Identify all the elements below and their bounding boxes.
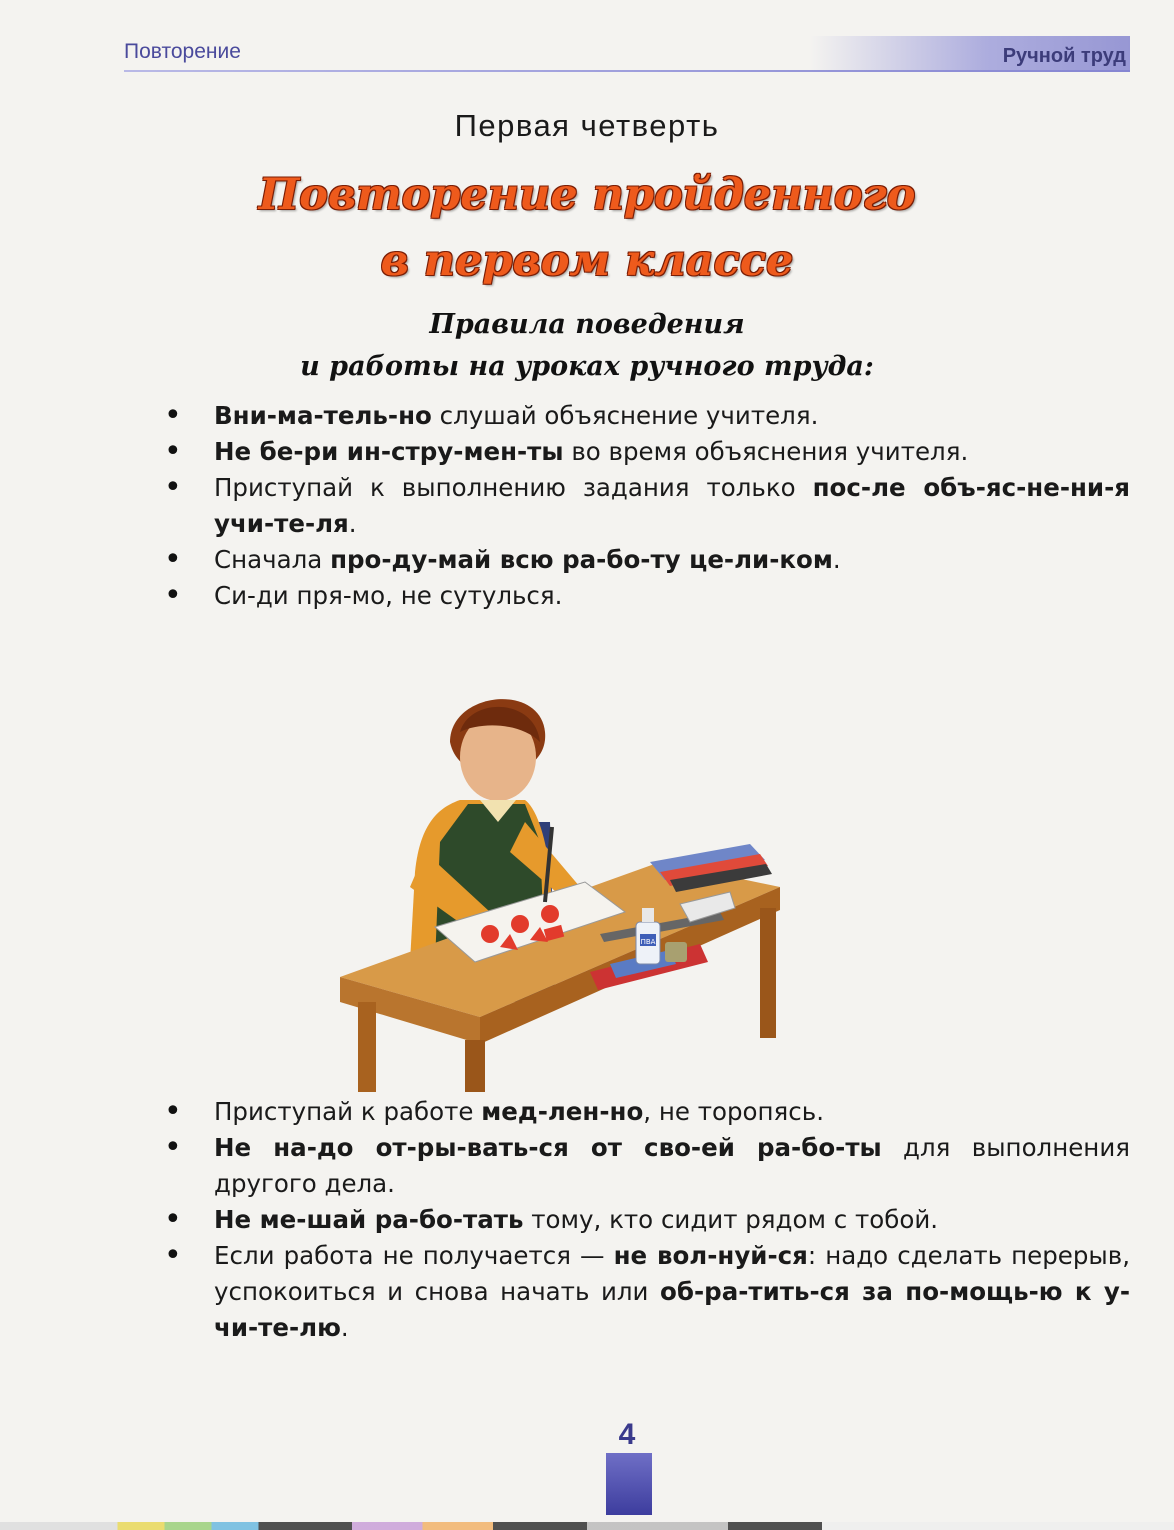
rule-text: Если работа не получается — bbox=[214, 1241, 614, 1270]
rule-item bbox=[162, 542, 1130, 578]
lesson-title-line-2: в первом классе bbox=[380, 236, 794, 286]
rule-item bbox=[162, 470, 1130, 542]
rule-bold: Не на-до от-ры-вать-ся от сво-ей ра-бо-ты bbox=[214, 1133, 882, 1162]
boy-at-desk-illustration bbox=[340, 672, 780, 1092]
lesson-title bbox=[0, 162, 1174, 294]
page-header bbox=[0, 30, 1174, 78]
rule-text: тому, кто сидит рядом с тобой. bbox=[523, 1205, 939, 1234]
rule-bold: Не ме-шай ра-бо-тать bbox=[214, 1205, 524, 1234]
rule-bold: не вол-нуй-ся bbox=[613, 1241, 808, 1270]
rule-item bbox=[162, 1130, 1130, 1202]
header-rule bbox=[124, 70, 1130, 72]
rules-heading bbox=[0, 304, 1174, 388]
quarter-heading: Первая четверть bbox=[454, 108, 720, 143]
rule-bold: мед-лен-но bbox=[481, 1097, 644, 1126]
rule-item bbox=[162, 578, 1130, 614]
rule-text: Приступай к выполнению задания только bbox=[214, 473, 813, 502]
rule-text: : надо сделать перерыв, успокоиться и снова начать или bbox=[214, 1241, 1130, 1306]
print-color-strip bbox=[0, 1522, 1174, 1530]
rule-bold: об-ра-тить-ся за по-мощь-ю к у-чи-те-лю bbox=[214, 1277, 1130, 1342]
rule-text: , не торопясь. bbox=[643, 1097, 824, 1126]
rule-text: Си-ди пря-мо, не сутулься. bbox=[214, 581, 563, 610]
rule-item bbox=[162, 1202, 1130, 1238]
page-number: 4 bbox=[618, 1418, 636, 1451]
book-title-tab bbox=[810, 36, 1130, 70]
rule-item bbox=[162, 434, 1130, 470]
rules-heading-line-1: Правила поведения bbox=[429, 309, 745, 340]
rule-item bbox=[162, 398, 1130, 434]
rules-heading-line-2: и работы на уроках ручного труда: bbox=[300, 351, 874, 382]
rule-text: . bbox=[340, 1313, 349, 1342]
page-number-tab bbox=[606, 1453, 652, 1515]
rule-text: для выполнения другого дела. bbox=[214, 1133, 1130, 1198]
book-title: Ручной труд bbox=[1002, 45, 1126, 67]
rule-item bbox=[162, 1238, 1130, 1346]
rule-bold: Не бе-ри ин-стру-мен-ты bbox=[214, 437, 564, 466]
lesson-title-line-1: Повторение пройденного bbox=[258, 170, 916, 220]
section-label: Повторение bbox=[124, 40, 241, 63]
rule-bold: Вни-ма-тель-но bbox=[214, 401, 432, 430]
rule-text: Сначала bbox=[214, 545, 331, 574]
rule-text: . bbox=[832, 545, 841, 574]
rules-list-bottom bbox=[162, 1094, 1130, 1346]
rule-text: во время объяснения учителя. bbox=[563, 437, 969, 466]
rules-list-top bbox=[162, 398, 1130, 614]
rule-text: Приступай к работе bbox=[214, 1097, 482, 1126]
rule-item bbox=[162, 1094, 1130, 1130]
rule-bold: про-ду-май всю ра-бо-ту це-ли-ком bbox=[330, 545, 833, 574]
rule-text: слушай объяснение учителя. bbox=[431, 401, 819, 430]
rule-bold: пос-ле объ-яс-не-ни-я учи-те-ля bbox=[214, 473, 1130, 538]
glue-label: ПВА bbox=[640, 938, 656, 946]
rule-text: . bbox=[348, 509, 357, 538]
